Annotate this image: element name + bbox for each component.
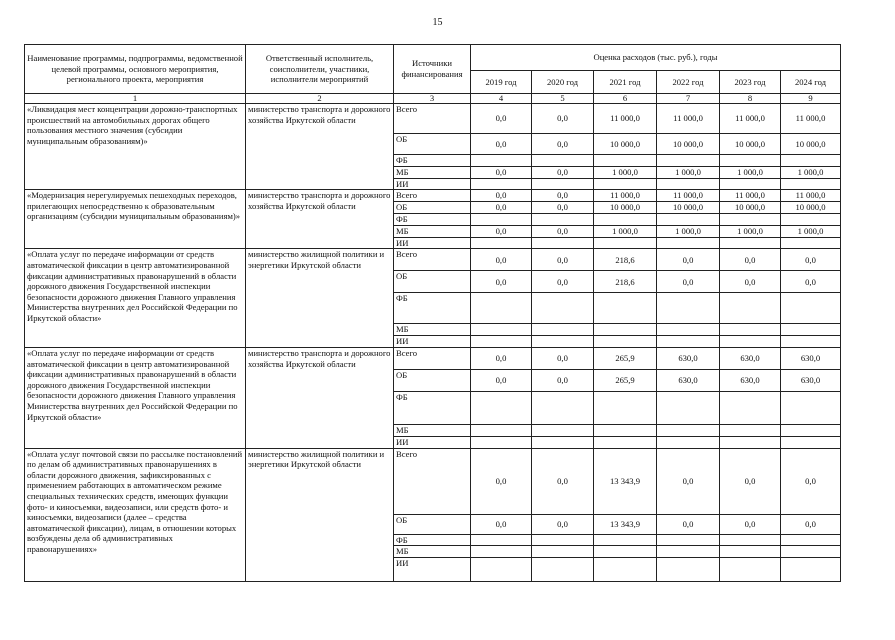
amount-cell [781, 436, 841, 448]
funding-source: ФБ [394, 155, 471, 167]
funding-source: ОБ [394, 271, 471, 293]
page-number: 15 [432, 17, 443, 28]
amount-cell [594, 436, 657, 448]
amount-cell: 10 000,0 [594, 202, 657, 214]
amount-cell [532, 534, 594, 546]
amount-cell [781, 178, 841, 190]
amount-cell [720, 293, 781, 324]
amount-cell: 1 000,0 [720, 166, 781, 178]
amount-cell [471, 155, 532, 167]
amount-cell: 0,0 [532, 225, 594, 237]
amount-cell: 11 000,0 [594, 190, 657, 202]
amount-cell: 0,0 [657, 271, 720, 293]
amount-cell: 630,0 [720, 347, 781, 369]
amount-cell: 13 343,9 [594, 448, 657, 514]
column-index: 4 [471, 94, 532, 104]
amount-cell: 0,0 [471, 104, 532, 134]
amount-cell [532, 324, 594, 336]
amount-cell [781, 293, 841, 324]
funding-source: ОБ [394, 369, 471, 391]
amount-cell: 0,0 [532, 202, 594, 214]
amount-cell [781, 155, 841, 167]
header-year: 2024 год [781, 71, 841, 94]
amount-cell [471, 534, 532, 546]
amount-cell: 1 000,0 [657, 225, 720, 237]
amount-cell [657, 436, 720, 448]
column-index: 1 [25, 94, 246, 104]
amount-cell: 0,0 [471, 134, 532, 155]
amount-cell [720, 155, 781, 167]
amount-cell [594, 178, 657, 190]
amount-cell: 265,9 [594, 347, 657, 369]
amount-cell: 11 000,0 [594, 104, 657, 134]
amount-cell [594, 546, 657, 558]
amount-cell [781, 534, 841, 546]
amount-cell: 11 000,0 [720, 104, 781, 134]
executor: министерство транспорта и дорожного хозяйства Иркутской области [246, 104, 394, 190]
amount-cell [720, 335, 781, 347]
amount-cell: 0,0 [471, 166, 532, 178]
amount-cell [657, 237, 720, 249]
amount-cell [657, 335, 720, 347]
measure-name-text: «Модернизация нерегулируемых пешеходных переходов, прилегающих непосредственно к образовательным организациям (субсидии муниципальным образованиям)» [27, 190, 241, 222]
amount-cell: 1 000,0 [781, 225, 841, 237]
amount-cell: 0,0 [657, 249, 720, 271]
funding-source: Всего [394, 249, 471, 271]
funding-source: ФБ [394, 534, 471, 546]
amount-cell [594, 557, 657, 581]
table-body [25, 104, 841, 582]
funding-source: ИИ [394, 335, 471, 347]
amount-cell: 0,0 [720, 514, 781, 534]
amount-cell: 0,0 [657, 448, 720, 514]
amount-cell [657, 178, 720, 190]
header-source: Источники финансирования [394, 45, 471, 94]
header-estimate: Оценка расходов (тыс. руб.), годы [471, 45, 841, 71]
amount-cell: 630,0 [720, 369, 781, 391]
funding-source: МБ [394, 324, 471, 336]
amount-cell: 0,0 [471, 347, 532, 369]
amount-cell: 1 000,0 [594, 225, 657, 237]
amount-cell [720, 214, 781, 226]
funding-source: ОБ [394, 202, 471, 214]
amount-cell [781, 324, 841, 336]
amount-cell [720, 237, 781, 249]
amount-cell [532, 293, 594, 324]
column-index: 5 [532, 94, 594, 104]
amount-cell [594, 214, 657, 226]
column-index: 8 [720, 94, 781, 104]
amount-cell [781, 546, 841, 558]
amount-cell [720, 557, 781, 581]
funding-source: ИИ [394, 557, 471, 581]
amount-cell: 0,0 [532, 369, 594, 391]
amount-cell [594, 424, 657, 436]
amount-cell [594, 335, 657, 347]
executor: министерство жилищной политики и энергетики Иркутской области [246, 249, 394, 348]
amount-cell: 0,0 [532, 448, 594, 514]
amount-cell [471, 335, 532, 347]
funding-source: Всего [394, 190, 471, 202]
amount-cell [594, 293, 657, 324]
amount-cell [657, 534, 720, 546]
amount-cell [594, 324, 657, 336]
amount-cell: 630,0 [657, 347, 720, 369]
amount-cell [594, 391, 657, 424]
amount-cell: 0,0 [532, 249, 594, 271]
table-row [25, 249, 841, 271]
amount-cell: 1 000,0 [594, 166, 657, 178]
table-row [25, 104, 841, 134]
amount-cell [720, 424, 781, 436]
amount-cell: 630,0 [657, 369, 720, 391]
amount-cell: 10 000,0 [720, 134, 781, 155]
amount-cell [532, 557, 594, 581]
amount-cell: 0,0 [532, 347, 594, 369]
amount-cell: 0,0 [781, 271, 841, 293]
amount-cell [781, 557, 841, 581]
funding-source: ИИ [394, 237, 471, 249]
measure-name-text: «Оплата услуг по передаче информации от средств автоматической фиксации в центр автоматизированной фиксации административных правонарушений в области дорожного движения Государственной инспекции безопасности дорожного движения Главного управления Министерства внутренних дел Российской Федерации по Иркутской области» [27, 347, 238, 422]
amount-cell: 630,0 [781, 347, 841, 369]
amount-cell: 218,6 [594, 271, 657, 293]
header-year: 2019 год [471, 71, 532, 94]
amount-cell [532, 237, 594, 249]
amount-cell [657, 546, 720, 558]
column-index: 9 [781, 94, 841, 104]
table-row [25, 448, 841, 514]
amount-cell [532, 546, 594, 558]
amount-cell: 11 000,0 [657, 104, 720, 134]
table-row [25, 190, 841, 202]
column-index: 6 [594, 94, 657, 104]
amount-cell [657, 155, 720, 167]
measure-name [25, 448, 246, 581]
funding-source: МБ [394, 424, 471, 436]
amount-cell: 10 000,0 [781, 134, 841, 155]
amount-cell: 11 000,0 [720, 190, 781, 202]
amount-cell [471, 546, 532, 558]
amount-cell: 10 000,0 [657, 202, 720, 214]
amount-cell: 0,0 [532, 271, 594, 293]
amount-cell: 0,0 [471, 249, 532, 271]
amount-cell: 0,0 [532, 134, 594, 155]
header-year: 2020 год [532, 71, 594, 94]
amount-cell [471, 424, 532, 436]
amount-cell [471, 293, 532, 324]
amount-cell [471, 324, 532, 336]
table-header [25, 45, 841, 104]
amount-cell [471, 237, 532, 249]
measure-name [25, 104, 246, 190]
funding-source: Всего [394, 104, 471, 134]
funding-source: ИИ [394, 436, 471, 448]
amount-cell [657, 214, 720, 226]
amount-cell: 630,0 [781, 369, 841, 391]
amount-cell [720, 391, 781, 424]
amount-cell [594, 534, 657, 546]
amount-cell: 13 343,9 [594, 514, 657, 534]
amount-cell [471, 436, 532, 448]
amount-cell [532, 436, 594, 448]
amount-cell: 0,0 [471, 271, 532, 293]
amount-cell: 0,0 [471, 190, 532, 202]
amount-cell [720, 546, 781, 558]
amount-cell [594, 237, 657, 249]
amount-cell: 0,0 [532, 166, 594, 178]
amount-cell: 0,0 [532, 190, 594, 202]
amount-cell [781, 424, 841, 436]
amount-cell [657, 391, 720, 424]
amount-cell: 11 000,0 [657, 190, 720, 202]
amount-cell: 1 000,0 [720, 225, 781, 237]
amount-cell [657, 424, 720, 436]
header-year: 2022 год [657, 71, 720, 94]
amount-cell [781, 214, 841, 226]
amount-cell [532, 424, 594, 436]
amount-cell: 218,6 [594, 249, 657, 271]
measure-name [25, 347, 246, 448]
amount-cell: 10 000,0 [594, 134, 657, 155]
amount-cell: 11 000,0 [781, 190, 841, 202]
amount-cell [532, 214, 594, 226]
funding-source: Всего [394, 347, 471, 369]
column-index: 3 [394, 94, 471, 104]
amount-cell [471, 391, 532, 424]
amount-cell: 1 000,0 [781, 166, 841, 178]
amount-cell: 0,0 [781, 448, 841, 514]
table-row [25, 347, 841, 369]
amount-cell: 10 000,0 [720, 202, 781, 214]
amount-cell [720, 178, 781, 190]
column-index: 7 [657, 94, 720, 104]
amount-cell [471, 557, 532, 581]
executor: министерство транспорта и дорожного хозяйства Иркутской области [246, 347, 394, 448]
amount-cell [532, 178, 594, 190]
amount-cell: 0,0 [471, 225, 532, 237]
amount-cell [532, 391, 594, 424]
funding-source: ИИ [394, 178, 471, 190]
amount-cell [532, 155, 594, 167]
measure-name-text: «Оплата услуг по передаче информации от средств автоматической фиксации в центр автоматизированной фиксации административных правонарушений в области дорожного движения Государственной инспекции безопасности дорожного движения Главного управления Министерства внутренних дел Российской Федерации по Иркутской области» [27, 249, 238, 323]
amount-cell: 0,0 [781, 514, 841, 534]
amount-cell [720, 534, 781, 546]
amount-cell: 0,0 [471, 514, 532, 534]
header-year: 2021 год [594, 71, 657, 94]
measure-name-text: «Ликвидация мест концентрации дорожно-транспортных происшествий на автомобильных дорогах общего пользования местного значения (субсидии муниципальным образованиям)» [27, 104, 238, 146]
amount-cell [781, 391, 841, 424]
funding-source: МБ [394, 225, 471, 237]
amount-cell [471, 178, 532, 190]
amount-cell: 10 000,0 [781, 202, 841, 214]
executor: министерство жилищной политики и энергетики Иркутской области [246, 448, 394, 581]
amount-cell: 0,0 [720, 271, 781, 293]
amount-cell [781, 335, 841, 347]
amount-cell: 0,0 [471, 202, 532, 214]
amount-cell: 0,0 [471, 369, 532, 391]
amount-cell: 0,0 [720, 249, 781, 271]
measure-name [25, 190, 246, 249]
amount-cell [720, 324, 781, 336]
amount-cell [594, 155, 657, 167]
amount-cell: 0,0 [657, 514, 720, 534]
measure-name [25, 249, 246, 348]
funding-source: ФБ [394, 214, 471, 226]
executor: министерство транспорта и дорожного хозяйства Иркутской области [246, 190, 394, 249]
amount-cell: 11 000,0 [781, 104, 841, 134]
amount-cell [532, 335, 594, 347]
column-index: 2 [246, 94, 394, 104]
header-year: 2023 год [720, 71, 781, 94]
amount-cell [657, 293, 720, 324]
amount-cell [657, 557, 720, 581]
funding-source: МБ [394, 166, 471, 178]
amount-cell: 265,9 [594, 369, 657, 391]
amount-cell [720, 436, 781, 448]
amount-cell: 0,0 [532, 514, 594, 534]
amount-cell: 0,0 [532, 104, 594, 134]
amount-cell: 0,0 [720, 448, 781, 514]
expense-estimate-table [24, 44, 841, 582]
header-executor: Ответственный исполнитель, соисполнители, участники, исполнители мероприятий [246, 45, 394, 94]
amount-cell: 10 000,0 [657, 134, 720, 155]
funding-source: ФБ [394, 293, 471, 324]
expense-table-container [24, 44, 840, 582]
funding-source: МБ [394, 546, 471, 558]
funding-source: ФБ [394, 391, 471, 424]
funding-source: ОБ [394, 134, 471, 155]
funding-source: ОБ [394, 514, 471, 534]
amount-cell [471, 214, 532, 226]
amount-cell [657, 324, 720, 336]
header-name: Наименование программы, подпрограммы, ведомственной целевой программы, основного мероприятия, регионального проекта, мероприятия [25, 45, 246, 94]
amount-cell: 1 000,0 [657, 166, 720, 178]
amount-cell: 0,0 [781, 249, 841, 271]
amount-cell [781, 237, 841, 249]
funding-source: Всего [394, 448, 471, 514]
measure-name-text: «Оплата услуг почтовой связи по рассылке постановлений по делам об административных правонарушениях в области дорожного движения, зафиксированных с применением работающих в автоматическом режиме специальных технических средств, имеющих функции фото- и киносъемки, видеозаписи, или средств фото- и киносъемки, видеозаписи (далее – средства автоматической фиксации), лицам, в отношении которых возбуждены дела об административных правонарушениях» [27, 448, 243, 554]
amount-cell: 0,0 [471, 448, 532, 514]
